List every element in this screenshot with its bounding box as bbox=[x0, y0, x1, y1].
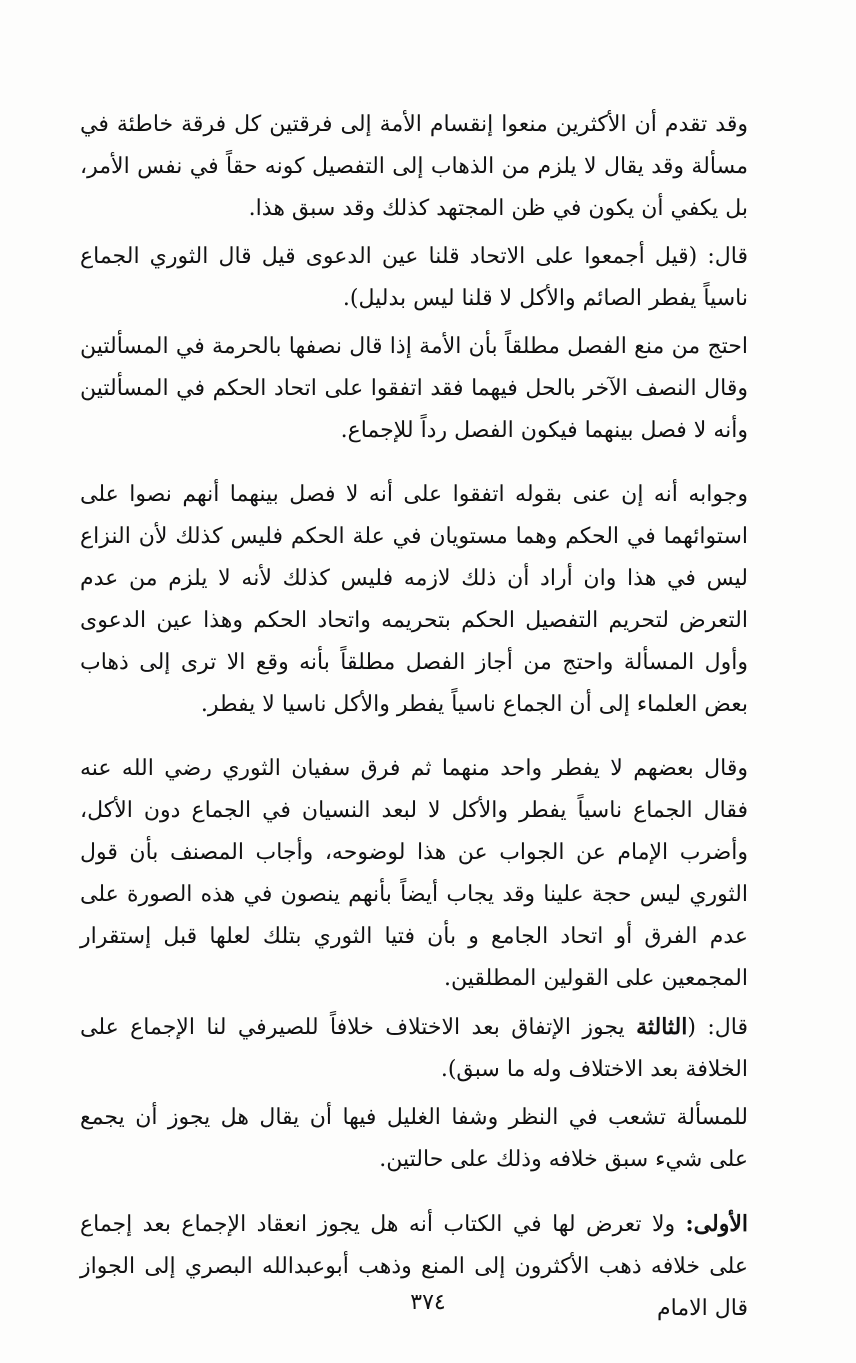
paragraph-prefix: قال: ( bbox=[687, 1015, 748, 1040]
paragraph: احتج من منع الفصل مطلقاً بأن الأمة إذا قال نصفها بالحرمة في المسألتين وقال النصف الآخر بالحل فيهما فقد اتفقوا على اتحاد الحكم في المسألتين وأنه لا فصل بينهما فيكون الفصل رداً للإجماع. bbox=[80, 334, 748, 443]
paragraph: وقد تقدم أن الأكثرين منعوا إنقسام الأمة إلى فرقتين كل فرقة خاطئة في مسألة وقد يقال لا يلزم من الذهاب إلى التفصيل كونه حقاً في نفس الأمر، بل يكفي أن يكون في ظن المجتهد كذلك وقد سبق هذا. bbox=[80, 112, 748, 221]
page-number: ٣٧٤ bbox=[410, 1290, 446, 1315]
paragraph: وقال بعضهم لا يفطر واحد منهما ثم فرق سفيان الثوري رضي الله عنه فقال الجماع ناسياً يفطر والأكل لا لبعد النسيان في الجماع دون الأكل، وأضرب الإمام عن الجواب عن هذا لوضوحه، وأجاب المصنف بأن قول الثوري ليس حجة علينا وقد يجاب أيضاً بأنهم ينصون في هذه الصورة على عدم الفرق أو اتحاد الجامع و بأن فتيا الثوري بتلك لعلها قبل إستقرار المجمعين على القولين المطلقين. bbox=[80, 756, 748, 991]
paragraph bbox=[80, 1006, 748, 1091]
paragraph-body: يجوز الإتفاق بعد الاختلاف خلافاً للصيرفي لنا الإجماع على الخلافة بعد الاختلاف وله ما سبق). bbox=[80, 1015, 748, 1082]
body-text bbox=[80, 104, 748, 1330]
paragraph: للمسألة تشعب في النظر وشفا الغليل فيها أن يقال هل يجوز أن يجمع على شيء سبق خلافه وذلك على حالتين. bbox=[80, 1105, 748, 1172]
paragraph-lead: الثالثة bbox=[636, 1014, 688, 1040]
paragraph-lead: الأولى: bbox=[685, 1211, 748, 1237]
paragraph: وجوابه أنه إن عنى بقوله اتفقوا على أنه لا فصل بينهما أنهم نصوا على استوائهما في الحكم وهما مستويان في علة الحكم فليس كذلك لأن النزاع ليس في هذا وان أراد أن ذلك لازمه فليس كذلك لأنه لا يلزم من عدم التعرض لتحريم التفصيل الحكم بتحريمه واتحاد الحكم وهذا عين الدعوى وأول المسألة واحتج من أجاز الفصل مطلقاً بأنه وقع الا ترى إلى ذهاب بعض العلماء إلى أن الجماع ناسياً يفطر والأكل ناسيا لا يفطر. bbox=[80, 482, 748, 717]
paragraph-body: ولا تعرض لها في الكتاب أنه هل يجوز انعقاد الإجماع بعد إجماع على خلافه ذهب الأكثرون إلى المنع وذهب أبوعبدالله البصري إلى الجواز قال الامام bbox=[80, 1212, 748, 1321]
paragraph: قال: (قيل أجمعوا على الاتحاد قلنا عين الدعوى قيل قال الثوري الجماع ناسياً يفطر الصائم والأكل لا قلنا ليس بدليل). bbox=[80, 244, 748, 311]
